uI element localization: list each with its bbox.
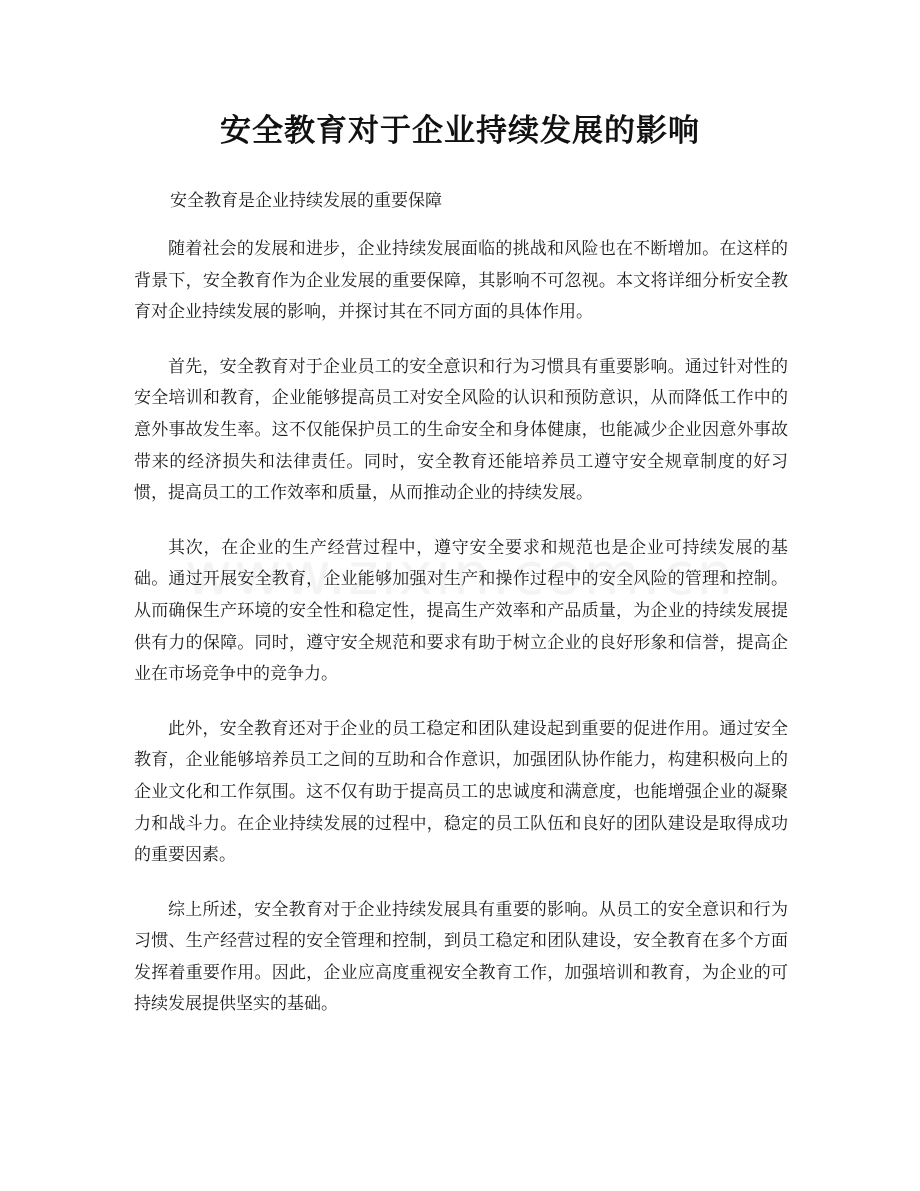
document-title: 安全教育对于企业持续发展的影响 (220, 113, 700, 149)
paragraph-intro: 随着社会的发展和进步，企业持续发展面临的挑战和风险也在不断增加。在这样的背景下，安全教育作为企业发展的重要保障，其影响不可忽视。本文将详细分析安全教育对企业持续发展的影响，并探讨其在不同方面的具体作用。 (134, 239, 788, 323)
paragraph-first: 首先，安全教育对于企业员工的安全意识和行为习惯具有重要影响。通过针对性的安全培训和教育，企业能够提高员工对安全风险的认识和预防意识，从而降低工作中的意外事故发生率。这不仅能保护员工的生命安全和身体健康，也能减少企业因意外事故带来的经济损失和法律责任。同时，安全教育还能培养员工遵守安全规章制度的好习惯，提高员工的工作效率和质量，从而推动企业的持续发展。 (134, 356, 788, 504)
paragraph-third: 此外，安全教育还对于企业的员工稳定和团队建设起到重要的促进作用。通过安全教育，企业能够培养员工之间的互助和合作意识，加强团队协作能力，构建积极向上的企业文化和工作氛围。这不仅有助于提高员工的忠诚度和满意度，也能增强企业的凝聚力和战斗力。在企业持续发展的过程中，稳定的员工队伍和良好的团队建设是取得成功的重要因素。 (134, 718, 788, 866)
document-body (134, 234, 788, 1044)
document-subtitle: 安全教育是企业持续发展的重要保障 (170, 191, 442, 211)
paragraph-conclusion: 综上所述，安全教育对于企业持续发展具有重要的影响。从员工的安全意识和行为习惯、生产经营过程的安全管理和控制，到员工稳定和团队建设，安全教育在多个方面发挥着重要作用。因此，企业应高度重视安全教育工作，加强培训和教育，为企业的可持续发展提供坚实的基础。 (134, 899, 788, 1015)
paragraph-second: 其次，在企业的生产经营过程中，遵守安全要求和规范也是企业可持续发展的基础。通过开展安全教育，企业能够加强对生产和操作过程中的安全风险的管理和控制。从而确保生产环境的安全性和稳定性，提高生产效率和产品质量，为企业的持续发展提供有力的保障。同时，遵守安全规范和要求有助于树立企业的良好形象和信誉，提高企业在市场竞争中的竞争力。 (134, 537, 788, 685)
